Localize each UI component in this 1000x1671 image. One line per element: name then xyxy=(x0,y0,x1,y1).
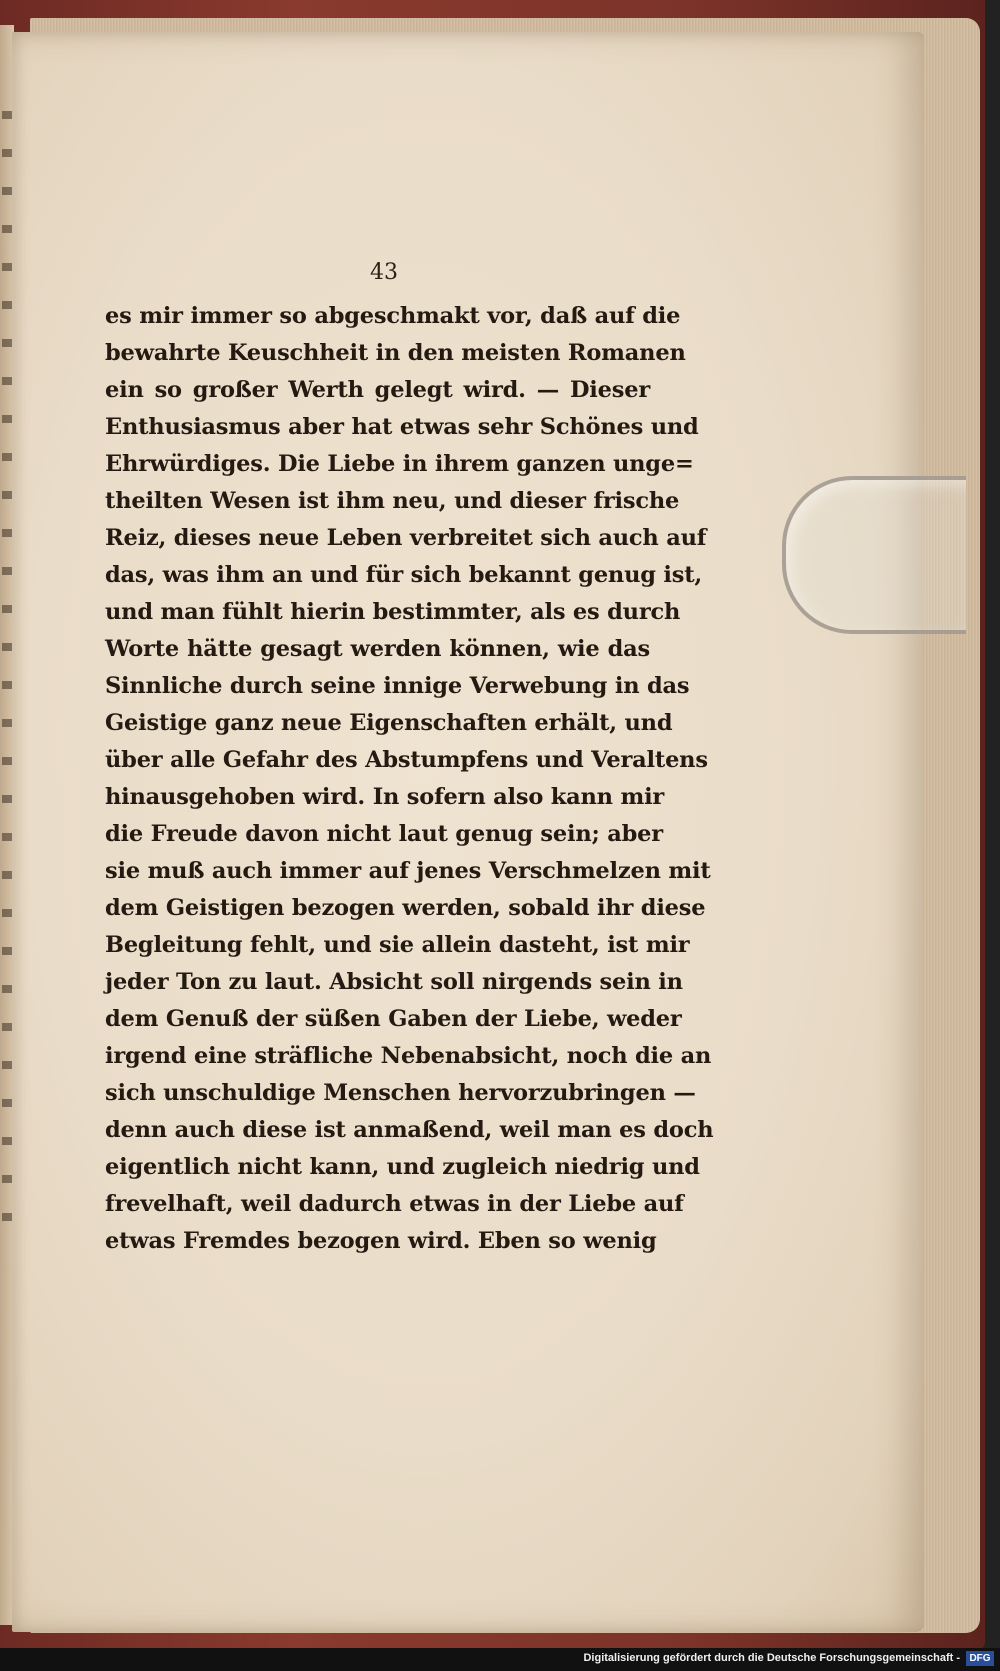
text-line: das, was ihm an und für sich bekannt genug ist, xyxy=(105,562,703,588)
dfg-logo: DFG xyxy=(966,1651,994,1666)
text-line: theilten Wesen ist ihm neu, und dieser frische xyxy=(105,488,680,514)
text-line: sich unschuldige Menschen hervorzubringen — xyxy=(105,1080,696,1106)
text-line: und man fühlt hierin bestimmter, als es durch xyxy=(105,599,681,625)
text-line: Reiz, dieses neue Leben verbreitet sich auch auf xyxy=(105,525,707,551)
funding-credit: Digitalisierung gefördert durch die Deutsche Forschungsgemeinschaft - xyxy=(583,1652,960,1664)
page-number: 43 xyxy=(370,260,398,285)
text-line: es mir immer so abgeschmakt vor, daß auf die xyxy=(105,303,681,329)
text-line: über alle Gefahr des Abstumpfens und Veraltens xyxy=(105,747,708,773)
text-line: ein so großer Werth gelegt wird. — Dieser xyxy=(105,377,650,403)
text-line: jeder Ton zu laut. Absicht soll nirgends sein in xyxy=(105,969,683,995)
text-line: Begleitung fehlt, und sie allein dasteht, ist mir xyxy=(105,932,690,958)
text-line: die Freude davon nicht laut genug sein; aber xyxy=(105,821,663,847)
glass-page-holder xyxy=(782,476,966,634)
book-page xyxy=(12,32,924,1632)
text-line: Ehrwürdiges. Die Liebe in ihrem ganzen unge= xyxy=(105,451,694,477)
text-line: Worte hätte gesagt werden können, wie das xyxy=(105,636,650,662)
text-line: Enthusiasmus aber hat etwas sehr Schönes und xyxy=(105,414,699,440)
text-line: eigentlich nicht kann, und zugleich niedrig und xyxy=(105,1154,700,1180)
text-line: Sinnliche durch seine innige Verwebung in das xyxy=(105,673,690,699)
body-text xyxy=(105,298,714,1260)
text-line: etwas Fremdes bezogen wird. Eben so wenig xyxy=(105,1228,657,1254)
text-line: frevelhaft, weil dadurch etwas in der Liebe auf xyxy=(105,1191,684,1217)
text-line: irgend eine sträfliche Nebenabsicht, noch die an xyxy=(105,1043,712,1069)
text-line: denn auch diese ist anmaßend, weil man es doch xyxy=(105,1117,714,1143)
text-line: sie muß auch immer auf jenes Verschmelzen mit xyxy=(105,858,711,884)
text-line: dem Genuß der süßen Gaben der Liebe, weder xyxy=(105,1006,682,1032)
facing-page-text-fragments xyxy=(2,85,12,1235)
text-line: hinausgehoben wird. In sofern also kann mir xyxy=(105,784,665,810)
text-line: dem Geistigen bezogen werden, sobald ihr diese xyxy=(105,895,706,921)
text-line: bewahrte Keuschheit in den meisten Romanen xyxy=(105,340,686,366)
text-line: Geistige ganz neue Eigenschaften erhält, und xyxy=(105,710,673,736)
